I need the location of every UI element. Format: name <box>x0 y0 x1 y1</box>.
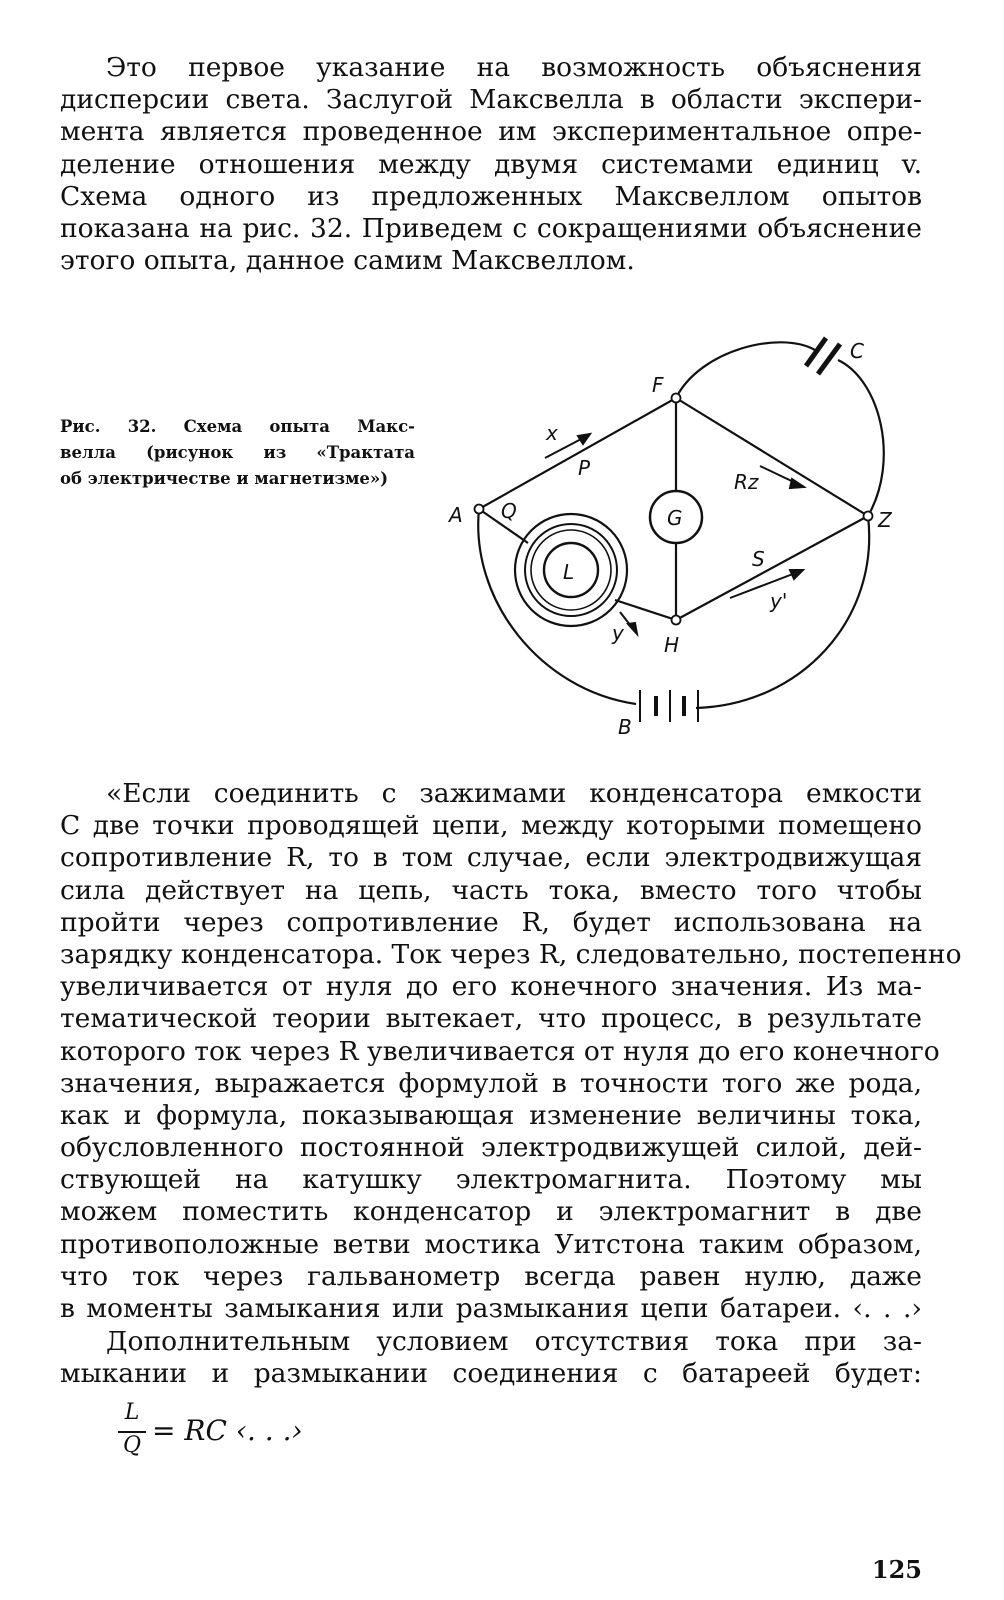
text-line: как и формула, показывающая изменение величины тока, <box>60 1099 922 1131</box>
label-y: y <box>612 621 624 645</box>
node-A <box>475 505 484 514</box>
text-line: этого опыта, данное самим Максвеллом. <box>60 245 635 277</box>
caption-line: Рис. 32. Схема опыта Макс- <box>60 417 415 436</box>
condenser-wire-2 <box>838 360 884 516</box>
node-H <box>672 616 681 625</box>
formula <box>110 1400 370 1490</box>
figure-caption <box>60 414 415 492</box>
label-Q: Q <box>501 499 517 523</box>
label-C: C <box>850 339 864 363</box>
label-y-prime: y' <box>770 589 788 613</box>
wheatstone-bridge-diagram <box>430 320 950 750</box>
label-Rz: Rz <box>734 470 759 494</box>
text-line: C две точки проводящей цепи, между которыми помещено <box>60 810 922 842</box>
formula-rest: = RC ‹. . .› <box>152 1414 303 1447</box>
text-line: пройти через сопротивление R, будет использована на <box>60 906 922 938</box>
quote-paragraph <box>60 778 962 1325</box>
text-line: «Если соединить с зажимами конденсатора емкости <box>106 778 922 809</box>
arm-FZ <box>676 398 868 516</box>
text-line: сопротивление R, то в том случае, если электродвижущая <box>60 842 922 874</box>
text-line: противоположные ветви мостика Уитстона таким образом, <box>60 1228 922 1260</box>
label-x: x <box>546 421 558 445</box>
text-line: мента является проведенное им экспериментальное опре- <box>60 116 922 148</box>
text-line: Схема одного из предложенных Максвеллом опытов <box>60 180 922 212</box>
text-line: что ток через гальванометр всегда равен нулю, даже <box>60 1260 922 1292</box>
text-line: значения, выражается формулой в точности того же рода, <box>60 1067 922 1099</box>
text-line: Это первое указание на возможность объяснения <box>106 52 922 83</box>
intro-paragraph <box>60 52 922 277</box>
text-line: ствующей на катушку электромагнита. Поэтому мы <box>60 1164 922 1196</box>
text-line: которого ток через R увеличивается от нуля до его конечного <box>60 1035 940 1067</box>
label-B: B <box>618 715 632 739</box>
text-line: обусловленного постоянной электродвижущей силой, дей- <box>60 1132 922 1164</box>
label-L: L <box>563 560 575 584</box>
text-line: показана на рис. 32. Приведем с сокращениями объяснение <box>60 212 922 244</box>
condenser-wire <box>676 342 815 398</box>
text-line: зарядку конденсатора. Ток через R, следовательно, постепенно <box>60 938 962 970</box>
text-line: дисперсии света. Заслугой Максвелла в области экспери- <box>60 84 922 116</box>
battery-symbol <box>640 690 698 722</box>
text-line: тематической теории вытекает, что процесс, в результате <box>60 1003 922 1035</box>
capacitor-symbol <box>806 338 840 374</box>
text-line: сила действует на цепь, часть тока, вместо того чтобы <box>60 874 922 906</box>
formula-numerator: L <box>124 1400 140 1425</box>
caption-line: об электричестве и магнетизме») <box>60 469 389 488</box>
text-line: мыкании и размыкании соединения с батареей будет: <box>60 1358 922 1390</box>
node-Z <box>864 512 873 521</box>
page-number: 125 <box>871 1555 922 1584</box>
label-Z: Z <box>878 508 892 532</box>
label-S: S <box>752 547 765 571</box>
text-line: деление отношения между двумя системами единиц v. <box>60 148 922 180</box>
arm-AF <box>479 398 676 509</box>
caption-line: велла (рисунок из «Трактата <box>60 443 415 462</box>
text-line: Дополнительным условием отсутствия тока при за- <box>106 1326 922 1357</box>
text-line: можем поместить конденсатор и электромагнит в две <box>60 1196 922 1228</box>
formula-denominator: Q <box>122 1433 142 1458</box>
label-G: G <box>667 506 683 530</box>
label-H: H <box>664 633 680 657</box>
label-F: F <box>652 373 664 397</box>
node-F <box>672 394 681 403</box>
text-line: увеличивается от нуля до его конечного значения. Из ма- <box>60 971 922 1003</box>
label-P: P <box>578 456 591 480</box>
conclusion-paragraph <box>60 1326 922 1390</box>
text-line: в моменты замыкания или размыкания цепи батареи. ‹. . .› <box>60 1293 922 1324</box>
label-A: A <box>449 503 463 527</box>
